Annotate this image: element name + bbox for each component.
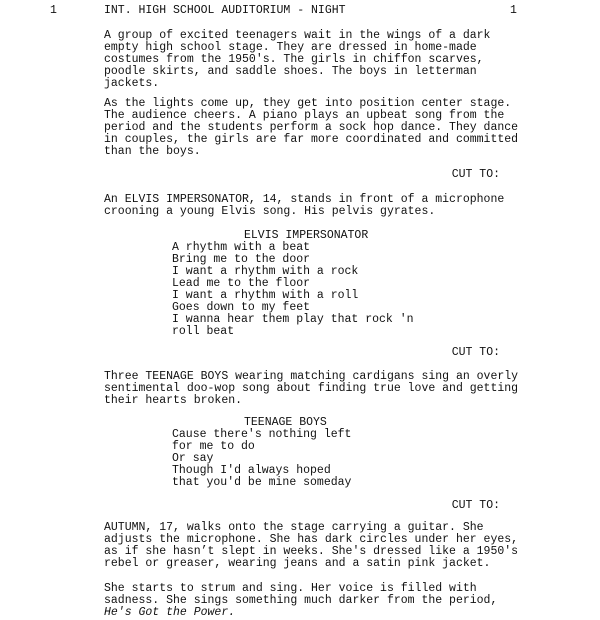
action-paragraph-2 [104, 98, 534, 158]
action-line: than the boys. [104, 145, 201, 158]
action-line: period and the students perform a sock hop dance. They dance [104, 121, 519, 134]
dialogue-line: roll beat [172, 325, 235, 338]
transition-cut-to: CUT TO: [451, 346, 500, 359]
action-paragraph-6 [104, 583, 534, 619]
action-line: poodle skirts, and saddle shoes. The boys in letterman [104, 65, 477, 78]
character-name: TEENAGE BOYS [244, 416, 327, 429]
action-line: empty high school stage. They are dressed in home-made [104, 41, 477, 54]
action-line: As the lights come up, they get into position center stage. [104, 97, 512, 110]
action-line: costumes from the 1950's. The girls in chiffon scarves, [104, 53, 484, 66]
action-paragraph-4 [104, 371, 534, 407]
scene-number-right: 1 [510, 4, 517, 17]
dialogue-line: that you'd be mine someday [172, 476, 352, 489]
dialogue-line: Or say [172, 452, 214, 465]
dialogue-line: I want a rhythm with a rock [172, 265, 359, 278]
dialogue-line: A rhythm with a beat [172, 241, 311, 254]
action-line: crooning a young Elvis song. His pelvis gyrates. [104, 205, 436, 218]
dialogue-line: I wanna hear them play that rock 'n [172, 313, 414, 326]
dialogue-line: for me to do [172, 440, 255, 453]
dialogue-line: Though I'd always hoped [172, 464, 331, 477]
action-line: their hearts broken. [104, 394, 243, 407]
action-line: Three TEENAGE BOYS wearing matching cardigans sing an overly [104, 370, 519, 383]
dialogue-line: I want a rhythm with a roll [172, 289, 359, 302]
transition-cut-to: CUT TO: [451, 168, 500, 181]
action-paragraph-3 [104, 194, 534, 218]
dialogue-line: Goes down to my feet [172, 301, 311, 314]
action-line: The audience cheers. A piano plays an upbeat song from the [104, 109, 505, 122]
scene-number-left: 1 [50, 4, 57, 17]
scene-heading: INT. HIGH SCHOOL AUDITORIUM - NIGHT [104, 4, 346, 17]
action-paragraph-1 [104, 30, 534, 90]
action-line: A group of excited teenagers wait in the wings of a dark [104, 29, 491, 42]
dialogue-block-1 [172, 242, 414, 338]
action-line: as if she hasn’t slept in weeks. She's dressed like a 1950's [104, 545, 519, 558]
action-line: AUTUMN, 17, walks onto the stage carrying a guitar. She [104, 521, 484, 534]
dialogue-line: Lead me to the floor [172, 277, 311, 290]
song-title-italic: He's Got the Power. [104, 606, 236, 619]
action-line: sadness. She sings something much darker from the period, [104, 594, 498, 607]
dialogue-line: Bring me to the door [172, 253, 311, 266]
action-line: sentimental doo-wop song about finding true love and getting [104, 382, 519, 395]
action-line: An ELVIS IMPERSONATOR, 14, stands in front of a microphone [104, 193, 505, 206]
action-paragraph-5 [104, 522, 534, 570]
dialogue-line: Cause there's nothing left [172, 428, 352, 441]
action-line: She starts to strum and sing. Her voice is filled with [104, 582, 477, 595]
action-line: jackets. [104, 77, 160, 90]
character-name: ELVIS IMPERSONATOR [244, 229, 369, 242]
dialogue-block-2 [172, 429, 351, 489]
action-line: rebel or greaser, wearing jeans and a satin pink jacket. [104, 557, 491, 570]
action-line: adjusts the microphone. She has dark circles under her eyes, [104, 533, 519, 546]
action-line: in couples, the girls are far more coordinated and committed [104, 133, 519, 146]
transition-cut-to: CUT TO: [451, 499, 500, 512]
